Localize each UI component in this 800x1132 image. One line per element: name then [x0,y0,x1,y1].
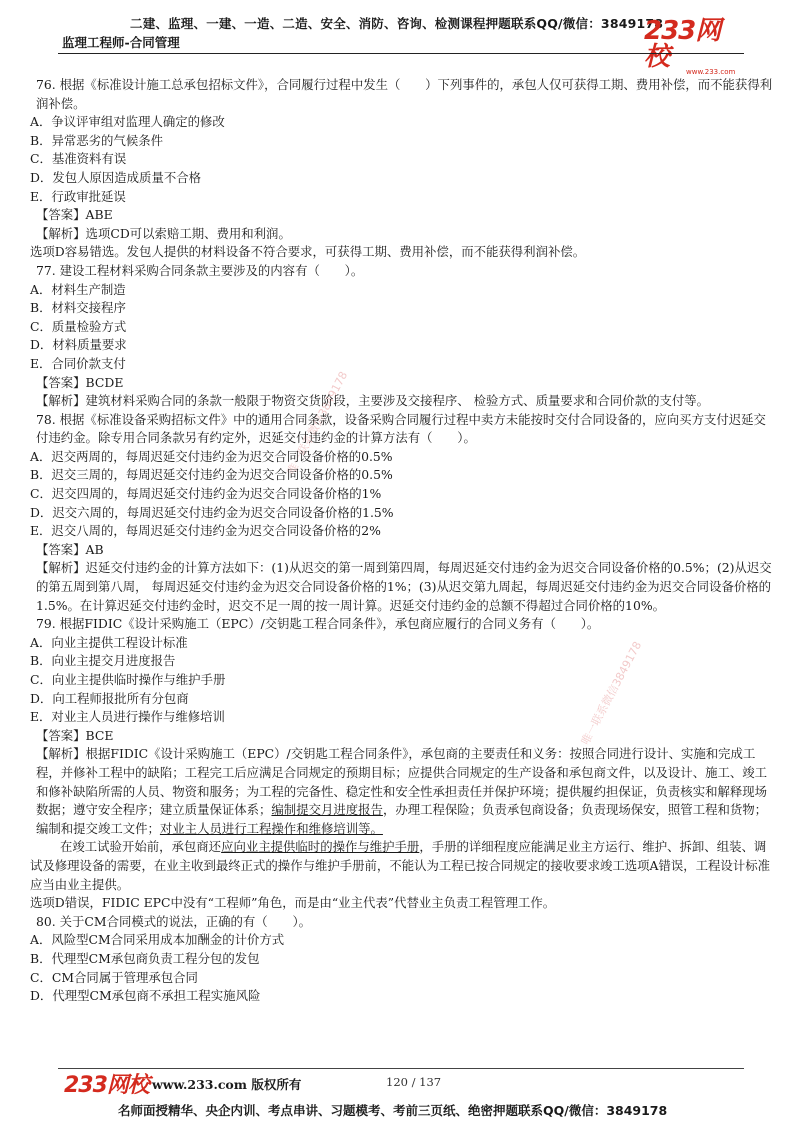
q79-analysis-underline-2: 对业主人员进行工程操作和维修培训等。 [159,820,383,836]
q76-option-a: A．争议评审组对监理人确定的修改 [30,114,225,130]
header-logo [644,16,744,76]
q76-stem: 76. 根据《标准设计施工总承包招标文件》，合同履行过程中发生（ ）下列事件的，承包人仅可获得工期、费用补偿，而不能获得利润补偿。 [36,77,773,111]
q77-option-c: C．质量检验方式 [30,318,127,334]
q79-analysis2-underline: 应向业主提供临时的操作与维护手册 [221,839,420,855]
q80-option-d: D．代理型CM承包商不承担工程实施风险 [30,988,261,1004]
q79-analysis-para3: 选项D错误，FIDIC EPC中没有“工程师”角色，而是由“业主代表”代替业主负责工程管理工作。 [30,895,556,911]
q78-stem: 78. 根据《标准设备采购招标文件》中的通用合同条款，设备采购合同履行过程中卖方未能按时交付合同设备的，应向买方支付迟延交付违约金。除专用合同条款另有约定外，迟延交付违约金的计算方法有（ ）。 [36,411,766,446]
footer-logo: 233网校 [64,1073,149,1098]
header-logo-url: www.233.com [686,68,736,76]
q79-option-e: E．对业主人员进行操作与维修培训 [30,709,225,725]
q77-answer: 【答案】BCDE [36,374,124,390]
footer-promo-text: 名师面授精华、央企内训、考点串讲、习题模考、考前三页纸、绝密押题联系QQ/微信：3849178 [118,1103,668,1118]
q79-analysis2-text: 在竣工试验开始前，承包商还 [60,839,222,855]
q78-option-b: B．迟交三周的，每周迟延交付违约金为迟交合同设备价格的0.5% [30,467,393,483]
q76-option-b: B．异常恶劣的气候条件 [30,132,164,148]
question-content [30,76,774,1006]
q79-analysis [30,745,774,838]
header-subject-title: 监理工程师-合同管理 [62,35,180,50]
q79-option-d: D．向工程师报批所有分包商 [30,690,189,706]
q77-option-b: B．材料交接程序 [30,300,126,316]
q77-stem: 77. 建设工程材料采购合同条款主要涉及的内容有（ ）。 [36,262,364,278]
q77-option-d: D．材料质量要求 [30,337,127,353]
q80-option-a: A．风险型CM合同采用成本加酬金的计价方式 [30,932,285,948]
q76-option-e: E．行政审批延误 [30,188,126,204]
q78-option-e: E．迟交八周的，每周迟延交付违约金为迟交合同设备价格的2% [30,523,381,539]
q79-option-c: C．向业主提供临时操作与维护手册 [30,672,226,687]
q78-option-a: A．迟交两周的，每周迟延交付违约金为迟交合同设备价格的0.5% [30,448,393,464]
header-logo-text: 233网校 [644,16,721,72]
q76-analysis: 【解析】选项CD可以索赔工期、费用和利润。 [36,225,291,241]
page-number: 120 / 137 [386,1075,442,1089]
q80-option-c: C．CM合同属于管理承包合同 [30,969,198,985]
q79-option-a: A．向业主提供工程设计标准 [30,634,188,650]
header-divider [58,53,744,54]
q76-answer: 【答案】ABE [36,207,113,223]
q79-stem: 79. 根据FIDIC《设计采购施工（EPC）/交钥匙工程合同条件》，承包商应履行的合同义务有（ ）。 [36,616,600,632]
q77-analysis: 【解析】建筑材料采购合同的条款一般限于物资交货阶段，主要涉及交接程序、 检验方式、质量要求和合同价款的支付等。 [36,393,710,409]
header-promo-text: 二建、监理、一建、一造、二造、安全、消防、咨询、检测课程押题联系QQ/微信：3849178 [130,16,664,31]
q79-option-b: B．向业主提交月进度报告 [30,653,176,669]
q78-option-c: C．迟交四周的，每周迟延交付违约金为迟交合同设备价格的1% [30,486,382,502]
q80-option-b: B．代理型CM承包商负责工程分包的发包 [30,950,260,966]
q79-analysis-text-2: ，办理工程保险；负责承包商设备；负责现场保安，照管工程和货物；编制和提交竣工文件； [36,802,768,836]
q79-analysis-underline-1: 编制提交月进度报告 [271,802,383,818]
q79-answer: 【答案】BCE [36,727,114,743]
q77-option-e: E．合同价款支付 [30,355,126,371]
watermark: 唯一联系微信3849178 [284,369,351,478]
q76-option-c: C．基准资料有误 [30,151,127,167]
q76-option-d: D．发包人原因造成质量不合格 [30,169,202,185]
q77-option-a: A．材料生产制造 [30,281,126,297]
q76-analysis-note: 选项D容易错选。发包人提供的材料设备不符合要求，可获得工期、费用补偿，而不能获得利润补偿。 [30,244,586,260]
q78-answer: 【答案】AB [36,541,104,557]
q80-stem: 80. 关于CM合同模式的说法，正确的有（ ）。 [36,913,312,929]
q79-analysis2-text-2: ，手册的详细程度应能满足业主方运行、维护、拆卸、组装、调试及修理设备的需要，在业主收到最终正式的操作与维护手册前，不能认为工程已按合同规定的接收要求竣工选项A错误，工程设计标准应当由业主提供。 [30,839,770,892]
q79-analysis-para2 [30,838,774,894]
watermark: 唯一联系微信3849178 [578,639,645,748]
q78-analysis: 【解析】迟延交付违约金的计算方法如下：(1)从迟交的第一周到第四周，每周迟延交付违约金为迟交合同设备价格的0.5%；(2)从迟交的第五周到第八周， 每周迟延交付违约金为迟交合同设备价格的1%；(3)从迟交第九周起，每周迟延交付违约金为迟交合同设备价格的1.5%。在计算迟延交付违约金时，迟交不足一周的按一周计算。迟延交付违约金的总额不得超过合同价格的10%。 [36,560,772,613]
footer-copyright: www.233.com 版权所有 [152,1077,302,1092]
footer-divider [58,1068,744,1069]
q78-option-d: D．迟交六周的，每周迟延交付违约金为迟交合同设备价格的1.5% [30,504,394,520]
q79-analysis-text: 【解析】根据FIDIC《设计采购施工（EPC）/交钥匙工程合同条件》，承包商的主要责任和义务：按照合同进行设计、实施和完成工程，并修补工程中的缺陷；工程完工后应满足合同规定的预期目标；应提供合同规定的生产设备和承包商文件，以及设计、施工、竣工和修补缺陷所需的人员、物资和服务；为工程的完备性、稳定性和安全性承担责任并保护环境；提供履约担保证，负责核实和解释现场数据；遵守安全程序；建立质量保证体系； [36,746,768,818]
